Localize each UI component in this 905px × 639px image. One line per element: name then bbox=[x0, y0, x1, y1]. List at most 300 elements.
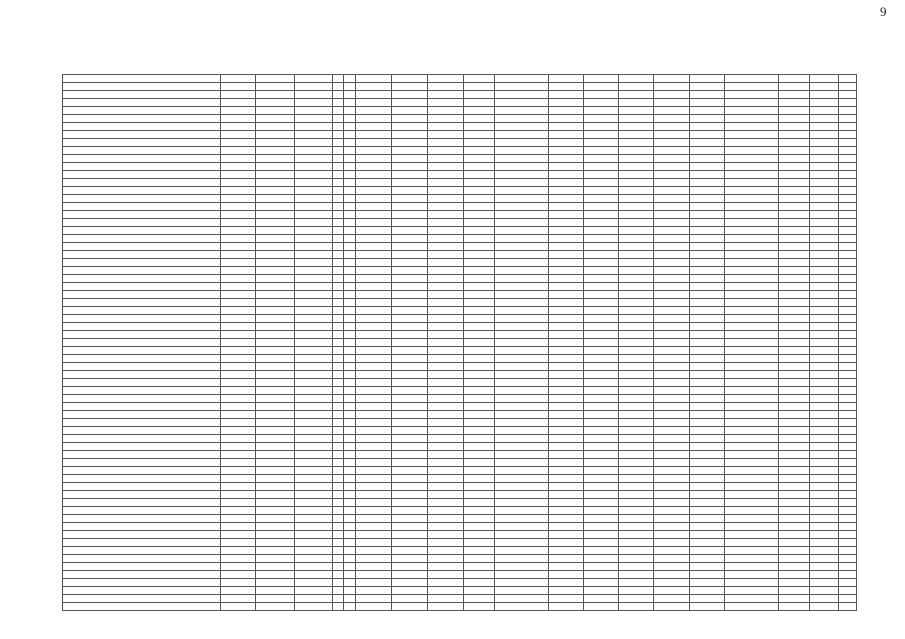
cell-c1 bbox=[548, 539, 583, 547]
cell-type bbox=[839, 243, 857, 251]
cell-type bbox=[839, 107, 857, 115]
cell-land bbox=[463, 507, 494, 515]
table-row bbox=[63, 395, 857, 403]
cell-cost-total bbox=[494, 435, 548, 443]
cell-roof bbox=[295, 483, 332, 491]
cell-address bbox=[63, 91, 221, 99]
cell-c4 bbox=[654, 531, 689, 539]
cell-term bbox=[810, 443, 839, 451]
cell-land bbox=[463, 571, 494, 579]
cell-address bbox=[63, 187, 221, 195]
cell-c3 bbox=[619, 323, 654, 331]
cell-area-nonliving bbox=[428, 355, 463, 363]
cell-area-total bbox=[355, 91, 391, 99]
cell-material bbox=[256, 379, 295, 387]
cell-year bbox=[220, 355, 255, 363]
cell-roof bbox=[295, 331, 332, 339]
cell-per-m2 bbox=[779, 603, 810, 611]
cell-total bbox=[725, 539, 779, 547]
cell-c3 bbox=[619, 595, 654, 603]
table-row bbox=[63, 291, 857, 299]
cell-c5 bbox=[689, 203, 724, 211]
cell-total bbox=[725, 107, 779, 115]
cell-floors bbox=[332, 555, 343, 563]
cell-area-nonliving bbox=[428, 371, 463, 379]
cell-year bbox=[220, 275, 255, 283]
cell-material bbox=[256, 123, 295, 131]
cell-year bbox=[220, 387, 255, 395]
cell-area-nonliving bbox=[428, 403, 463, 411]
table-row bbox=[63, 459, 857, 467]
table-row bbox=[63, 283, 857, 291]
cell-per-m2 bbox=[779, 507, 810, 515]
cell-area-nonliving bbox=[428, 363, 463, 371]
cell-term bbox=[810, 499, 839, 507]
cell-term bbox=[810, 75, 839, 83]
cell-cost-total bbox=[494, 571, 548, 579]
cell-type bbox=[839, 99, 857, 107]
table-row bbox=[63, 131, 857, 139]
table-row bbox=[63, 339, 857, 347]
table-row bbox=[63, 515, 857, 523]
cell-term bbox=[810, 187, 839, 195]
cell-address bbox=[63, 347, 221, 355]
cell-area-living bbox=[391, 315, 427, 323]
cell-c3 bbox=[619, 419, 654, 427]
cell-total bbox=[725, 451, 779, 459]
cell-floors bbox=[332, 155, 343, 163]
table-row bbox=[63, 315, 857, 323]
cell-per-m2 bbox=[779, 499, 810, 507]
cell-per-m2 bbox=[779, 275, 810, 283]
cell-c2 bbox=[583, 395, 618, 403]
cell-floors bbox=[332, 339, 343, 347]
cell-address bbox=[63, 411, 221, 419]
cell-term bbox=[810, 395, 839, 403]
cell-term bbox=[810, 491, 839, 499]
cell-entrances bbox=[344, 515, 355, 523]
cell-term bbox=[810, 179, 839, 187]
cell-type bbox=[839, 211, 857, 219]
cell-area-total bbox=[355, 555, 391, 563]
cell-c2 bbox=[583, 307, 618, 315]
cell-material bbox=[256, 171, 295, 179]
cell-c5 bbox=[689, 91, 724, 99]
cell-address bbox=[63, 355, 221, 363]
cell-c5 bbox=[689, 443, 724, 451]
cell-cost-total bbox=[494, 555, 548, 563]
cell-area-living bbox=[391, 387, 427, 395]
cell-material bbox=[256, 147, 295, 155]
cell-area-living bbox=[391, 531, 427, 539]
cell-c5 bbox=[689, 371, 724, 379]
cell-entrances bbox=[344, 379, 355, 387]
cell-year bbox=[220, 459, 255, 467]
cell-c1 bbox=[548, 379, 583, 387]
cell-c3 bbox=[619, 243, 654, 251]
cell-c5 bbox=[689, 195, 724, 203]
cell-c2 bbox=[583, 475, 618, 483]
cell-type bbox=[839, 331, 857, 339]
cell-area-living bbox=[391, 419, 427, 427]
cell-year bbox=[220, 427, 255, 435]
cell-entrances bbox=[344, 219, 355, 227]
cell-address bbox=[63, 323, 221, 331]
cell-term bbox=[810, 107, 839, 115]
cell-area-living bbox=[391, 187, 427, 195]
cell-type bbox=[839, 179, 857, 187]
cell-roof bbox=[295, 547, 332, 555]
cell-c2 bbox=[583, 163, 618, 171]
cell-area-nonliving bbox=[428, 291, 463, 299]
cell-c4 bbox=[654, 131, 689, 139]
cell-entrances bbox=[344, 339, 355, 347]
cell-c3 bbox=[619, 347, 654, 355]
cell-entrances bbox=[344, 307, 355, 315]
cell-year bbox=[220, 499, 255, 507]
cell-area-total bbox=[355, 491, 391, 499]
cell-area-nonliving bbox=[428, 155, 463, 163]
cell-address bbox=[63, 147, 221, 155]
table-row bbox=[63, 427, 857, 435]
cell-c2 bbox=[583, 147, 618, 155]
cell-area-total bbox=[355, 155, 391, 163]
cell-c5 bbox=[689, 587, 724, 595]
cell-term bbox=[810, 211, 839, 219]
cell-term bbox=[810, 587, 839, 595]
cell-land bbox=[463, 379, 494, 387]
cell-cost-total bbox=[494, 147, 548, 155]
cell-year bbox=[220, 491, 255, 499]
table-row bbox=[63, 491, 857, 499]
cell-term bbox=[810, 603, 839, 611]
cell-entrances bbox=[344, 163, 355, 171]
cell-c2 bbox=[583, 523, 618, 531]
cell-c5 bbox=[689, 459, 724, 467]
cell-c3 bbox=[619, 579, 654, 587]
cell-area-total bbox=[355, 323, 391, 331]
table-row bbox=[63, 411, 857, 419]
cell-entrances bbox=[344, 467, 355, 475]
cell-year bbox=[220, 147, 255, 155]
cell-floors bbox=[332, 315, 343, 323]
cell-c3 bbox=[619, 571, 654, 579]
cell-year bbox=[220, 323, 255, 331]
cell-address bbox=[63, 75, 221, 83]
cell-per-m2 bbox=[779, 99, 810, 107]
cell-per-m2 bbox=[779, 571, 810, 579]
cell-entrances bbox=[344, 267, 355, 275]
cell-c3 bbox=[619, 131, 654, 139]
cell-floors bbox=[332, 587, 343, 595]
cell-area-nonliving bbox=[428, 123, 463, 131]
cell-year bbox=[220, 267, 255, 275]
cell-c1 bbox=[548, 371, 583, 379]
cell-c5 bbox=[689, 419, 724, 427]
cell-term bbox=[810, 83, 839, 91]
cell-year bbox=[220, 571, 255, 579]
cell-area-living bbox=[391, 547, 427, 555]
cell-c4 bbox=[654, 515, 689, 523]
cell-year bbox=[220, 555, 255, 563]
cell-c5 bbox=[689, 83, 724, 91]
cell-area-living bbox=[391, 379, 427, 387]
cell-total bbox=[725, 195, 779, 203]
cell-area-total bbox=[355, 435, 391, 443]
cell-roof bbox=[295, 251, 332, 259]
cell-material bbox=[256, 451, 295, 459]
cell-area-nonliving bbox=[428, 547, 463, 555]
cell-land bbox=[463, 467, 494, 475]
cell-land bbox=[463, 283, 494, 291]
cell-floors bbox=[332, 595, 343, 603]
cell-area-total bbox=[355, 515, 391, 523]
cell-c4 bbox=[654, 563, 689, 571]
cell-per-m2 bbox=[779, 171, 810, 179]
table-row bbox=[63, 539, 857, 547]
cell-year bbox=[220, 211, 255, 219]
cell-cost-total bbox=[494, 211, 548, 219]
cell-per-m2 bbox=[779, 315, 810, 323]
cell-c5 bbox=[689, 563, 724, 571]
cell-term bbox=[810, 451, 839, 459]
cell-roof bbox=[295, 347, 332, 355]
cell-cost-total bbox=[494, 171, 548, 179]
cell-floors bbox=[332, 443, 343, 451]
cell-term bbox=[810, 195, 839, 203]
cell-address bbox=[63, 579, 221, 587]
cell-year bbox=[220, 595, 255, 603]
cell-roof bbox=[295, 195, 332, 203]
cell-area-nonliving bbox=[428, 331, 463, 339]
cell-roof bbox=[295, 411, 332, 419]
cell-term bbox=[810, 171, 839, 179]
cell-floors bbox=[332, 459, 343, 467]
cell-roof bbox=[295, 83, 332, 91]
cell-material bbox=[256, 403, 295, 411]
cell-entrances bbox=[344, 83, 355, 91]
cell-roof bbox=[295, 219, 332, 227]
cell-year bbox=[220, 195, 255, 203]
cell-term bbox=[810, 347, 839, 355]
cell-area-nonliving bbox=[428, 307, 463, 315]
cell-entrances bbox=[344, 283, 355, 291]
cell-year bbox=[220, 515, 255, 523]
cell-per-m2 bbox=[779, 75, 810, 83]
cell-type bbox=[839, 219, 857, 227]
cell-c3 bbox=[619, 187, 654, 195]
cell-c3 bbox=[619, 531, 654, 539]
cell-year bbox=[220, 603, 255, 611]
cell-total bbox=[725, 251, 779, 259]
cell-material bbox=[256, 523, 295, 531]
cell-address bbox=[63, 387, 221, 395]
cell-entrances bbox=[344, 507, 355, 515]
cell-land bbox=[463, 547, 494, 555]
cell-c2 bbox=[583, 459, 618, 467]
cell-roof bbox=[295, 179, 332, 187]
cell-c2 bbox=[583, 83, 618, 91]
cell-c3 bbox=[619, 427, 654, 435]
cell-c1 bbox=[548, 243, 583, 251]
cell-year bbox=[220, 435, 255, 443]
cell-area-total bbox=[355, 139, 391, 147]
cell-year bbox=[220, 131, 255, 139]
cell-floors bbox=[332, 75, 343, 83]
cell-total bbox=[725, 523, 779, 531]
cell-area-total bbox=[355, 315, 391, 323]
cell-cost-total bbox=[494, 483, 548, 491]
cell-c5 bbox=[689, 339, 724, 347]
cell-c1 bbox=[548, 251, 583, 259]
cell-c3 bbox=[619, 115, 654, 123]
cell-type bbox=[839, 155, 857, 163]
cell-roof bbox=[295, 571, 332, 579]
cell-c1 bbox=[548, 547, 583, 555]
cell-address bbox=[63, 299, 221, 307]
cell-term bbox=[810, 299, 839, 307]
cell-cost-total bbox=[494, 267, 548, 275]
cell-total bbox=[725, 355, 779, 363]
cell-year bbox=[220, 475, 255, 483]
cell-type bbox=[839, 355, 857, 363]
cell-area-living bbox=[391, 219, 427, 227]
cell-entrances bbox=[344, 75, 355, 83]
register-body bbox=[63, 75, 857, 611]
table-row bbox=[63, 83, 857, 91]
cell-area-nonliving bbox=[428, 347, 463, 355]
cell-year bbox=[220, 91, 255, 99]
cell-total bbox=[725, 379, 779, 387]
cell-land bbox=[463, 307, 494, 315]
cell-cost-total bbox=[494, 491, 548, 499]
cell-c2 bbox=[583, 219, 618, 227]
cell-c5 bbox=[689, 235, 724, 243]
cell-land bbox=[463, 155, 494, 163]
cell-c2 bbox=[583, 499, 618, 507]
cell-type bbox=[839, 227, 857, 235]
cell-floors bbox=[332, 91, 343, 99]
cell-roof bbox=[295, 131, 332, 139]
cell-term bbox=[810, 563, 839, 571]
cell-material bbox=[256, 323, 295, 331]
cell-c5 bbox=[689, 275, 724, 283]
cell-c5 bbox=[689, 531, 724, 539]
cell-c3 bbox=[619, 435, 654, 443]
cell-roof bbox=[295, 531, 332, 539]
cell-material bbox=[256, 387, 295, 395]
table-row bbox=[63, 579, 857, 587]
cell-area-total bbox=[355, 371, 391, 379]
cell-c4 bbox=[654, 459, 689, 467]
cell-area-total bbox=[355, 259, 391, 267]
cell-c3 bbox=[619, 147, 654, 155]
cell-per-m2 bbox=[779, 235, 810, 243]
cell-year bbox=[220, 163, 255, 171]
cell-area-living bbox=[391, 339, 427, 347]
cell-c1 bbox=[548, 451, 583, 459]
cell-per-m2 bbox=[779, 219, 810, 227]
cell-per-m2 bbox=[779, 531, 810, 539]
cell-c1 bbox=[548, 267, 583, 275]
cell-entrances bbox=[344, 595, 355, 603]
cell-cost-total bbox=[494, 187, 548, 195]
cell-c1 bbox=[548, 299, 583, 307]
cell-area-nonliving bbox=[428, 323, 463, 331]
table-row bbox=[63, 195, 857, 203]
cell-entrances bbox=[344, 547, 355, 555]
cell-area-nonliving bbox=[428, 139, 463, 147]
table-row bbox=[63, 139, 857, 147]
cell-c4 bbox=[654, 75, 689, 83]
cell-material bbox=[256, 459, 295, 467]
cell-roof bbox=[295, 323, 332, 331]
cell-type bbox=[839, 371, 857, 379]
cell-c5 bbox=[689, 107, 724, 115]
cell-material bbox=[256, 363, 295, 371]
cell-cost-total bbox=[494, 179, 548, 187]
cell-area-nonliving bbox=[428, 283, 463, 291]
cell-year bbox=[220, 315, 255, 323]
cell-area-total bbox=[355, 387, 391, 395]
cell-year bbox=[220, 547, 255, 555]
cell-c4 bbox=[654, 123, 689, 131]
cell-address bbox=[63, 227, 221, 235]
cell-material bbox=[256, 315, 295, 323]
cell-land bbox=[463, 475, 494, 483]
cell-total bbox=[725, 315, 779, 323]
cell-per-m2 bbox=[779, 211, 810, 219]
cell-roof bbox=[295, 267, 332, 275]
cell-area-total bbox=[355, 443, 391, 451]
cell-address bbox=[63, 315, 221, 323]
cell-c2 bbox=[583, 555, 618, 563]
cell-year bbox=[220, 283, 255, 291]
cell-per-m2 bbox=[779, 163, 810, 171]
cell-material bbox=[256, 267, 295, 275]
cell-c3 bbox=[619, 219, 654, 227]
cell-c2 bbox=[583, 467, 618, 475]
cell-year bbox=[220, 139, 255, 147]
cell-year bbox=[220, 123, 255, 131]
cell-area-nonliving bbox=[428, 459, 463, 467]
cell-c4 bbox=[654, 115, 689, 123]
cell-area-total bbox=[355, 123, 391, 131]
cell-material bbox=[256, 475, 295, 483]
cell-c3 bbox=[619, 251, 654, 259]
cell-land bbox=[463, 363, 494, 371]
cell-roof bbox=[295, 363, 332, 371]
cell-cost-total bbox=[494, 339, 548, 347]
cell-address bbox=[63, 139, 221, 147]
cell-c2 bbox=[583, 211, 618, 219]
cell-year bbox=[220, 107, 255, 115]
cell-floors bbox=[332, 371, 343, 379]
cell-area-living bbox=[391, 155, 427, 163]
cell-c1 bbox=[548, 83, 583, 91]
cell-area-total bbox=[355, 563, 391, 571]
cell-area-living bbox=[391, 179, 427, 187]
table-row bbox=[63, 379, 857, 387]
cell-total bbox=[725, 571, 779, 579]
cell-total bbox=[725, 267, 779, 275]
table-row bbox=[63, 475, 857, 483]
table-row bbox=[63, 347, 857, 355]
cell-land bbox=[463, 555, 494, 563]
cell-c4 bbox=[654, 379, 689, 387]
cell-year bbox=[220, 155, 255, 163]
cell-total bbox=[725, 123, 779, 131]
